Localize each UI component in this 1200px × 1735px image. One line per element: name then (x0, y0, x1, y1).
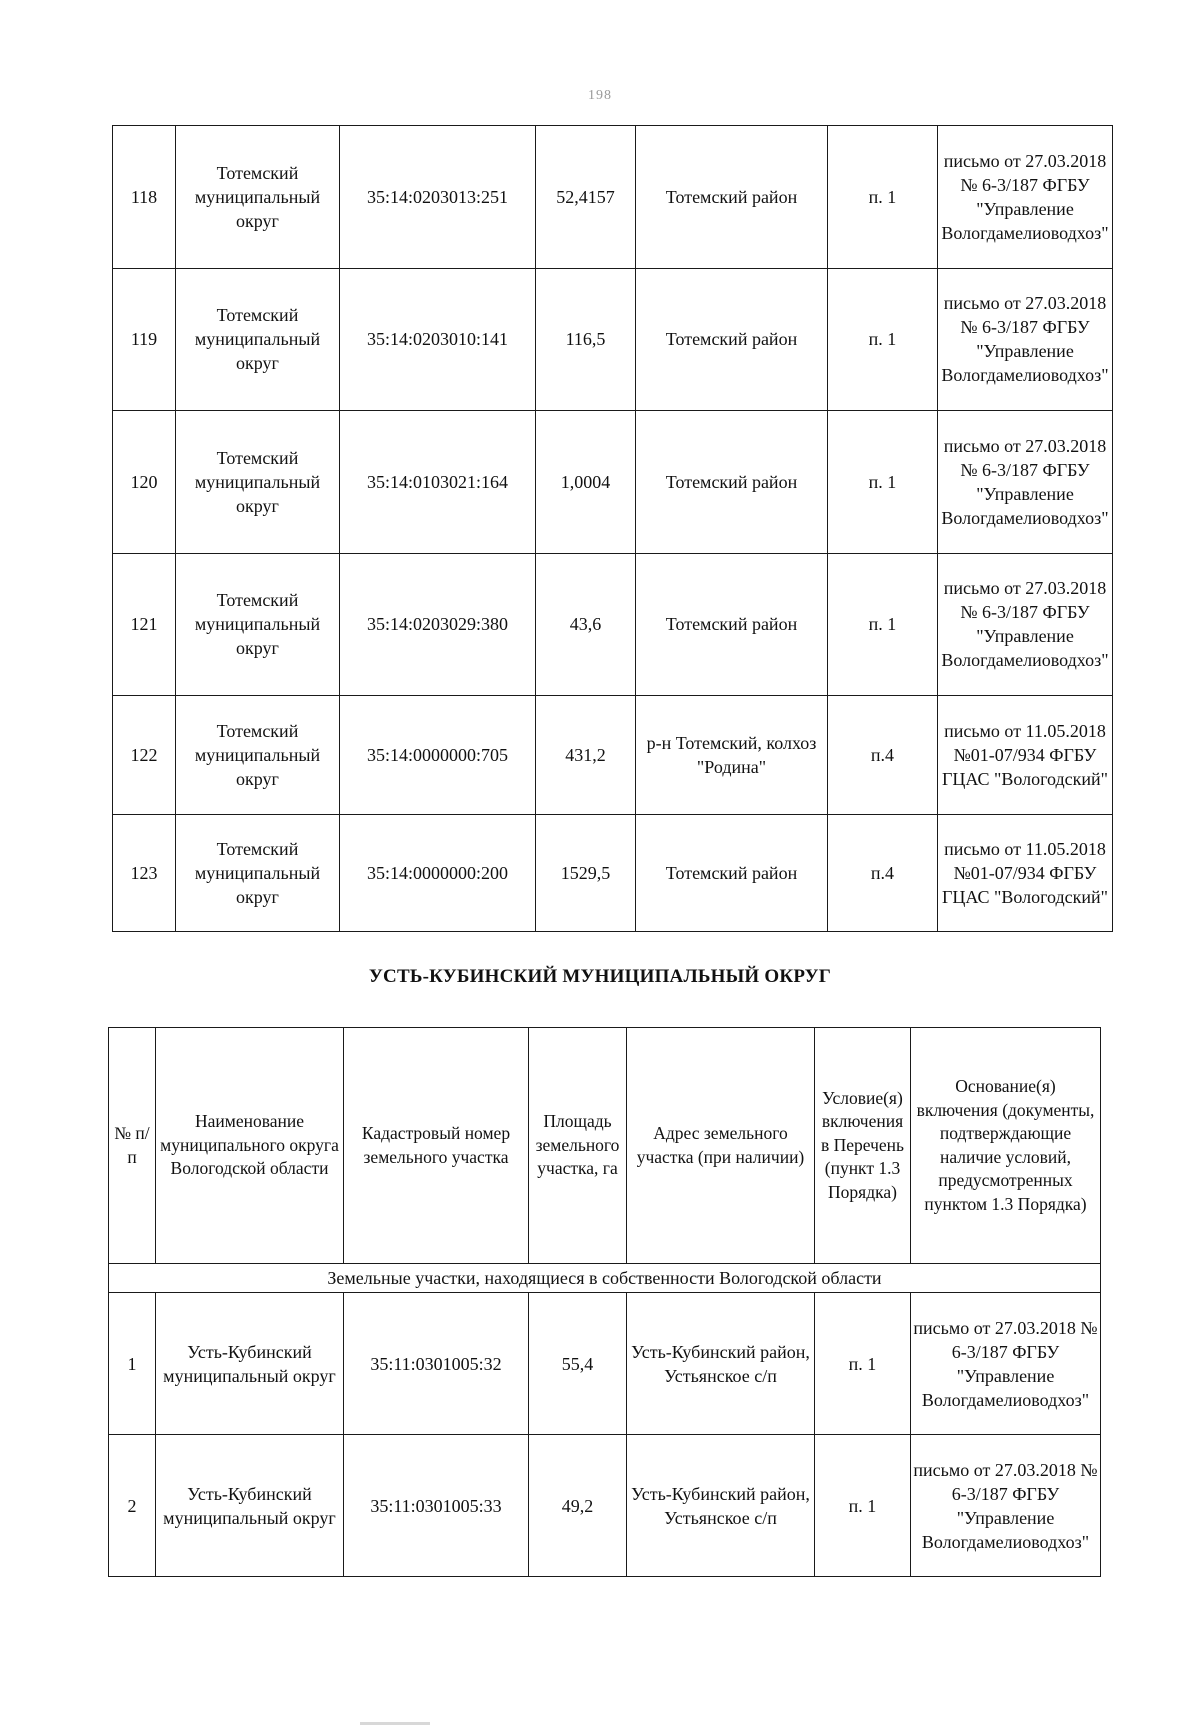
inclusion-condition: п.4 (828, 815, 938, 932)
land-plots-table-totemsky (112, 125, 1113, 932)
plot-area: 116,5 (536, 268, 636, 411)
inclusion-basis: письмо от 27.03.2018 № 6-3/187 ФГБУ "Управление Вологдамелиоводхоз" (911, 1435, 1101, 1577)
cadastral-number: 35:14:0103021:164 (340, 411, 536, 554)
inclusion-condition: п.4 (828, 696, 938, 815)
plot-area: 43,6 (536, 553, 636, 696)
header-area: Площадь земельного участка, га (529, 1028, 627, 1264)
district-name: Тотемский муниципальный округ (176, 411, 340, 554)
district-name: Тотемский муниципальный округ (176, 553, 340, 696)
row-number: 1 (109, 1293, 156, 1435)
page-number: 198 (588, 88, 612, 103)
cadastral-number: 35:14:0000000:705 (340, 696, 536, 815)
plot-area: 55,4 (529, 1293, 627, 1435)
plot-area: 1529,5 (536, 815, 636, 932)
district-name: Усть-Кубинский муниципальный округ (156, 1435, 344, 1577)
header-address: Адрес земельного участка (при наличии) (627, 1028, 815, 1264)
inclusion-basis: письмо от 11.05.2018 №01-07/934 ФГБУ ГЦАС "Вологодский" (938, 815, 1113, 932)
table-row (109, 1435, 1101, 1577)
inclusion-basis: письмо от 11.05.2018 №01-07/934 ФГБУ ГЦАС "Вологодский" (938, 696, 1113, 815)
cadastral-number: 35:14:0203029:380 (340, 553, 536, 696)
table-row (113, 553, 1113, 696)
cadastral-number: 35:11:0301005:33 (344, 1435, 529, 1577)
cadastral-number: 35:14:0203010:141 (340, 268, 536, 411)
section-heading: УСТЬ-КУБИНСКИЙ МУНИЦИПАЛЬНЫЙ ОКРУГ (368, 966, 832, 987)
cadastral-number: 35:14:0000000:200 (340, 815, 536, 932)
row-number: 122 (113, 696, 176, 815)
table-row (113, 126, 1113, 269)
header-number: № п/п (109, 1028, 156, 1264)
cadastral-number: 35:14:0203013:251 (340, 126, 536, 269)
row-number: 119 (113, 268, 176, 411)
header-cadastral: Кадастровый номер земельного участка (344, 1028, 529, 1264)
plot-address: Тотемский район (636, 126, 828, 269)
group-label: Земельные участки, находящиеся в собственности Вологодской области (109, 1264, 1101, 1293)
district-name: Тотемский муниципальный округ (176, 696, 340, 815)
inclusion-condition: п. 1 (828, 126, 938, 269)
row-number: 120 (113, 411, 176, 554)
plot-address: Тотемский район (636, 553, 828, 696)
inclusion-condition: п. 1 (828, 411, 938, 554)
table-row (113, 815, 1113, 932)
header-condition: Условие(я) включения в Перечень (пункт 1.3 Порядка) (815, 1028, 911, 1264)
plot-address: р-н Тотемский, колхоз "Родина" (636, 696, 828, 815)
inclusion-condition: п. 1 (828, 553, 938, 696)
row-number: 123 (113, 815, 176, 932)
row-number: 2 (109, 1435, 156, 1577)
header-basis: Основание(я) включения (документы, подтверждающие наличие условий, предусмотренных пунктом 1.3 Порядка) (911, 1028, 1101, 1264)
inclusion-basis: письмо от 27.03.2018 № 6-3/187 ФГБУ "Управление Вологдамелиоводхоз" (938, 126, 1113, 269)
inclusion-condition: п. 1 (815, 1293, 911, 1435)
scan-smudge (360, 1722, 430, 1725)
land-plots-table-ust-kubinsky (108, 1027, 1101, 1577)
district-name: Тотемский муниципальный округ (176, 268, 340, 411)
plot-address: Тотемский район (636, 815, 828, 932)
plot-address: Тотемский район (636, 268, 828, 411)
inclusion-basis: письмо от 27.03.2018 № 6-3/187 ФГБУ "Управление Вологдамелиоводхоз" (938, 553, 1113, 696)
inclusion-condition: п. 1 (815, 1435, 911, 1577)
inclusion-basis: письмо от 27.03.2018 № 6-3/187 ФГБУ "Управление Вологдамелиоводхоз" (938, 268, 1113, 411)
plot-address: Усть-Кубинский район, Устьянское с/п (627, 1435, 815, 1577)
district-name: Усть-Кубинский муниципальный округ (156, 1293, 344, 1435)
district-name: Тотемский муниципальный округ (176, 126, 340, 269)
table-row (113, 268, 1113, 411)
row-number: 118 (113, 126, 176, 269)
plot-area: 431,2 (536, 696, 636, 815)
inclusion-basis: письмо от 27.03.2018 № 6-3/187 ФГБУ "Управление Вологдамелиоводхоз" (911, 1293, 1101, 1435)
header-district: Наименование муниципального округа Вологодской области (156, 1028, 344, 1264)
header-row (109, 1028, 1101, 1264)
inclusion-basis: письмо от 27.03.2018 № 6-3/187 ФГБУ "Управление Вологдамелиоводхоз" (938, 411, 1113, 554)
cadastral-number: 35:11:0301005:32 (344, 1293, 529, 1435)
row-number: 121 (113, 553, 176, 696)
plot-area: 52,4157 (536, 126, 636, 269)
plot-area: 49,2 (529, 1435, 627, 1577)
table-row (113, 411, 1113, 554)
group-row (109, 1264, 1101, 1293)
plot-address: Усть-Кубинский район, Устьянское с/п (627, 1293, 815, 1435)
district-name: Тотемский муниципальный округ (176, 815, 340, 932)
table-row (109, 1293, 1101, 1435)
plot-area: 1,0004 (536, 411, 636, 554)
inclusion-condition: п. 1 (828, 268, 938, 411)
table-row (113, 696, 1113, 815)
plot-address: Тотемский район (636, 411, 828, 554)
